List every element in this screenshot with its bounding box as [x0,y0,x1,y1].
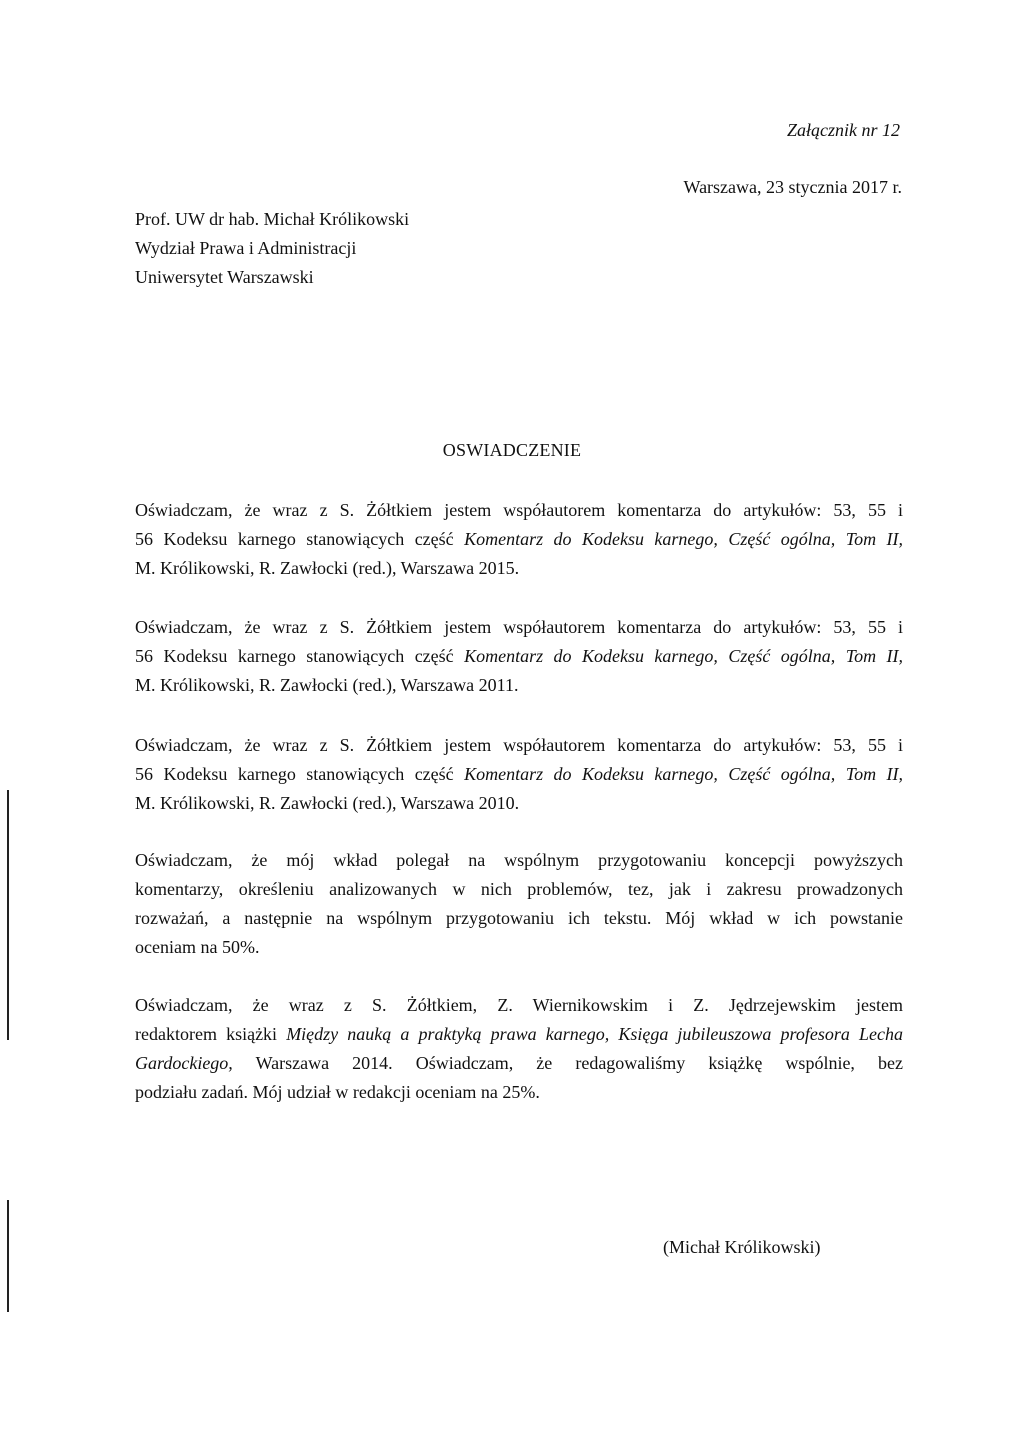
paragraph-text: 56 Kodeksu karnego stanowiących część [135,529,465,549]
editor-paragraph [135,991,903,1107]
sender-university: Uniwersytet Warszawski [135,267,314,287]
paragraph-line: Oświadczam, że wraz z S. Żółtkiem jestem współautorem komentarza do artykułów: 53, 55 i [135,617,903,637]
paragraph-line [135,1020,903,1049]
declaration-paragraph-2 [135,613,903,700]
sender-faculty: Wydział Prawa i Administracji [135,238,357,258]
paragraph-line: Oświadczam, że wraz z S. Żółtkiem jestem współautorem komentarza do artykułów: 53, 55 i [135,735,903,755]
paragraph-line: podziału zadań. Mój udział w redakcji oceniam na 25%. [135,1082,540,1102]
paragraph-line: M. Królikowski, R. Zawłocki (red.), Warszawa 2010. [135,793,520,813]
paragraph-line: oceniam na 50%. [135,937,260,957]
place-and-date: Warszawa, 23 stycznia 2017 r. [683,177,902,197]
contribution-paragraph [135,846,903,962]
document-title: OSWIADCZENIE [442,440,582,460]
book-title: Komentarz do Kodeksu karnego, Część ogólna, Tom II, [464,764,903,784]
paragraph-line: Oświadczam, że wraz z S. Żółtkiem jestem współautorem komentarza do artykułów: 53, 55 i [135,500,903,520]
sender-name: Prof. UW dr hab. Michał Królikowski [135,209,410,229]
paragraph-line: M. Królikowski, R. Zawłocki (red.), Warszawa 2015. [135,558,520,578]
book-title: Między nauką a praktyką prawa karnego, Księga jubileuszowa profesora Lecha [286,1024,903,1044]
paragraph-line [135,525,903,554]
declaration-paragraph-1 [135,496,903,583]
book-title: Komentarz do Kodeksu karnego, Część ogólna, Tom II, [464,529,903,549]
paragraph-line: Oświadczam, że wraz z S. Żółtkiem, Z. Wiernikowskim i Z. Jędrzejewskim jestem [135,995,903,1015]
signature-name: (Michał Królikowski) [663,1237,821,1257]
paragraph-line: komentarzy, określeniu analizowanych w nich problemów, tez, jak i zakresu prowadzonych [135,879,903,899]
paragraph-text: Warszawa 2014. Oświadczam, że redagowaliśmy książkę wspólnie, bez [232,1053,903,1073]
paragraph-line [135,642,903,671]
attachment-number: Załącznik nr 12 [786,120,900,140]
book-title: Gardockiego, [135,1053,233,1073]
paragraph-text: 56 Kodeksu karnego stanowiących część [135,646,465,666]
paragraph-text: 56 Kodeksu karnego stanowiących część [135,764,465,784]
paragraph-line [135,760,903,789]
scan-edge-mark [7,790,9,1040]
paragraph-line: rozważań, a następnie na wspólnym przygotowaniu ich tekstu. Mój wkład w ich powstanie [135,908,903,928]
paragraph-line: M. Królikowski, R. Zawłocki (red.), Warszawa 2011. [135,675,519,695]
scan-edge-mark [7,1200,9,1312]
paragraph-line [135,1049,903,1078]
declaration-paragraph-3 [135,731,903,818]
paragraph-line: Oświadczam, że mój wkład polegał na wspólnym przygotowaniu koncepcji powyższych [135,850,903,870]
paragraph-text: redaktorem książki [135,1024,287,1044]
book-title: Komentarz do Kodeksu karnego, Część ogólna, Tom II, [464,646,903,666]
sender-block [135,205,409,292]
